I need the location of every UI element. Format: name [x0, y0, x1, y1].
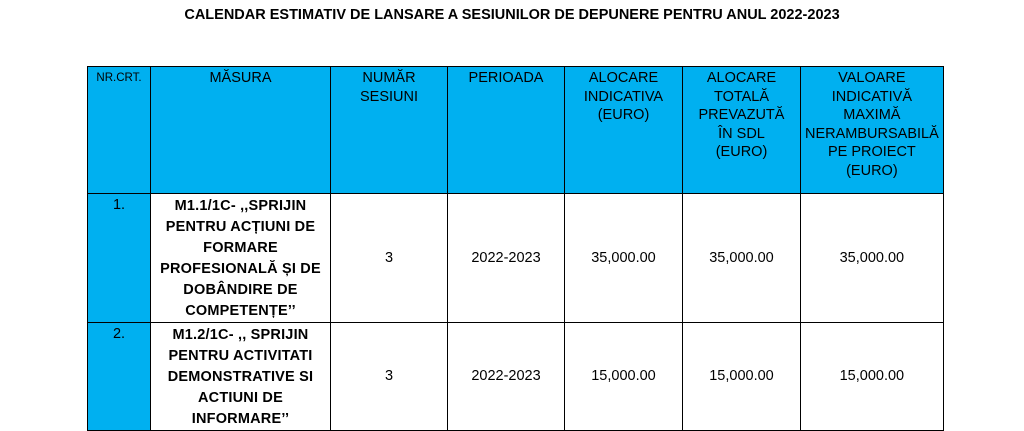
header-alocare-totala: ALOCARE TOTALĂ PREVAZUTĂ ÎN SDL (EURO) [683, 67, 801, 194]
header-alocare-indicativa: ALOCARE INDICATIVA (EURO) [565, 67, 683, 194]
row-perioada: 2022-2023 [448, 194, 565, 323]
row-valoare-maxima: 35,000.00 [801, 194, 944, 323]
header-perioada: PERIOADA [448, 67, 565, 194]
row-numar-sesiuni: 3 [331, 194, 448, 323]
header-masura: MĂSURA [151, 67, 331, 194]
table-row [88, 194, 944, 323]
sessions-table [87, 66, 944, 431]
row-alocare-totala: 35,000.00 [683, 194, 801, 323]
header-valoare-maxima: VALOARE INDICATIVĂ MAXIMĂ NERAMBURSABILĂ PE PROIECT (EURO) [801, 67, 944, 194]
row-numar-sesiuni: 3 [331, 323, 448, 431]
row-perioada: 2022-2023 [448, 323, 565, 431]
row-masura: M1.1/1C- ,,SPRIJIN PENTRU ACȚIUNI DE FORMARE PROFESIONALĂ ȘI DE DOBÂNDIRE DE COMPETENȚE’’ [151, 194, 331, 323]
header-row [88, 67, 944, 194]
row-nr: 1. [88, 194, 151, 323]
row-nr: 2. [88, 323, 151, 431]
document-title: CALENDAR ESTIMATIV DE LANSARE A SESIUNILOR DE DEPUNERE PENTRU ANUL 2022-2023 [184, 7, 840, 23]
row-masura: M1.2/1C- ,, SPRIJIN PENTRU ACTIVITATI DEMONSTRATIVE SI ACTIUNI DE INFORMARE’’ [151, 323, 331, 431]
table-row [88, 323, 944, 431]
header-numar-sesiuni: NUMĂR SESIUNI [331, 67, 448, 194]
row-alocare-indicativa: 15,000.00 [565, 323, 683, 431]
header-nr: NR.CRT. [88, 67, 151, 194]
row-valoare-maxima: 15,000.00 [801, 323, 944, 431]
row-alocare-totala: 15,000.00 [683, 323, 801, 431]
row-alocare-indicativa: 35,000.00 [565, 194, 683, 323]
